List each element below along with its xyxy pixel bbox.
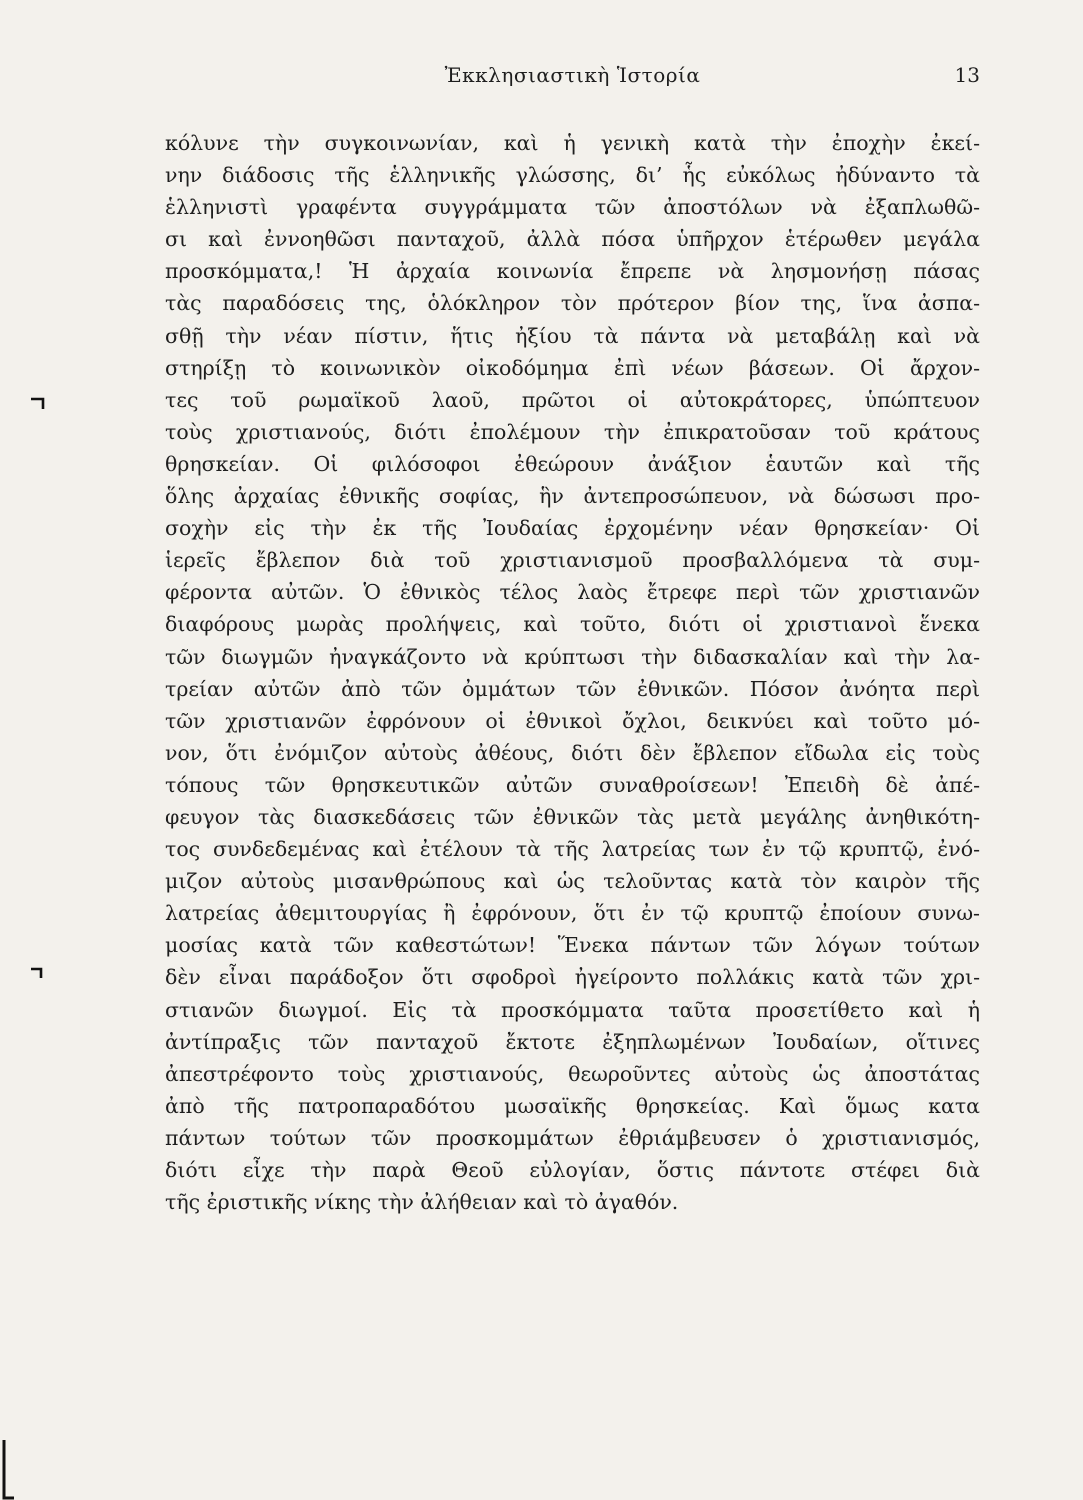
text-line: ἑλληνιστὶ γραφέντα συγγράμματα τῶν ἀποστόλων νὰ ἐξαπλωθῶ-	[165, 195, 980, 220]
text-line: ἀπὸ τῆς πατροπαραδότου μωσαϊκῆς θρησκείας. Καὶ ὅμως κατα	[165, 1093, 980, 1118]
text-line: ὅλης ἀρχαίας ἐθνικῆς σοφίας, ἣν ἀντεπροσώπευον, νὰ δώσωσι προ-	[165, 484, 980, 509]
text-line: πάντων τούτων τῶν προσκομμάτων ἐθριάμβευσεν ὁ χριστιανισμός,	[165, 1125, 980, 1150]
text-line: προσκόμματα,! Ἡ ἀρχαία κοινωνία ἔπρεπε νὰ λησμονήσῃ πάσας	[165, 259, 980, 284]
running-title: Ἐκκλησιαστικὴ Ἱστορία	[444, 63, 701, 87]
text-line-last: τῆς ἐριστικῆς νίκης τὴν ἀλήθειαν καὶ τὸ ἀγαθόν.	[165, 1190, 679, 1215]
text-line: ἀντίπραξις τῶν πανταχοῦ ἔκτοτε ἐξηπλωμένων Ἰουδαίων, οἵτινες	[165, 1029, 980, 1054]
text-line: λατρείας ἀθεμιτουργίας ἢ ἐφρόνουν, ὅτι ἐν τῷ κρυπτῷ ἐποίουν συνω-	[165, 901, 980, 926]
text-line: τοὺς χριστιανούς, διότι ἐπολέμουν τὴν ἐπικρατοῦσαν τοῦ κράτους	[165, 419, 980, 444]
page-header	[165, 63, 980, 93]
text-line: θρησκείαν. Οἱ φιλόσοφοι ἐθεώρουν ἀνάξιον ἑαυτῶν καὶ τῆς	[165, 451, 980, 476]
corner-mark-icon	[0, 1440, 14, 1500]
text-line: φέροντα αὐτῶν. Ὁ ἐθνικὸς τέλος λαὸς ἔτρεφε περὶ τῶν χριστιανῶν	[165, 580, 980, 605]
text-line: στιανῶν διωγμοί. Εἰς τὰ προσκόμματα ταῦτα προσετίθετο καὶ ἡ	[165, 997, 980, 1022]
text-line: σθῇ τὴν νέαν πίστιν, ἥτις ἠξίου τὰ πάντα νὰ μεταβάλῃ καὶ νὰ	[165, 323, 980, 348]
text-line: σοχὴν εἰς τὴν ἐκ τῆς Ἰουδαίας ἐρχομένην νέαν θρησκείαν· Οἱ	[165, 516, 980, 541]
text-line: διαφόρους μωρὰς προλήψεις, καὶ τοῦτο, διότι οἱ χριστιανοὶ ἕνεκα	[165, 612, 980, 637]
text-line: τῶν χριστιανῶν ἐφρόνουν οἱ ἐθνικοὶ ὄχλοι, δεικνύει καὶ τοῦτο μό-	[165, 708, 980, 733]
margin-mark-icon	[30, 966, 50, 980]
text-line: νην διάδοσις τῆς ἑλληνικῆς γλώσσης, δι’ ἧς εὐκόλως ἠδύναντο τὰ	[165, 163, 980, 188]
text-line: τῶν διωγμῶν ἠναγκάζοντο νὰ κρύπτωσι τὴν διδασκαλίαν καὶ τὴν λα-	[165, 644, 980, 669]
text-line: τόπους τῶν θρησκευτικῶν αὐτῶν συναθροίσεων! Ἐπειδὴ δὲ ἀπέ-	[165, 772, 980, 797]
text-line: διότι εἶχε τὴν παρὰ Θεοῦ εὐλογίαν, ὅστις πάντοτε στέφει διὰ	[165, 1158, 980, 1182]
text-line: σι καὶ ἐννοηθῶσι πανταχοῦ, ἀλλὰ πόσα ὑπῆρχον ἑτέρωθεν μεγάλα	[165, 227, 980, 252]
text-line: ἀπεστρέφοντο τοὺς χριστιανούς, θεωροῦντες αὐτοὺς ὡς ἀποστάτας	[165, 1061, 980, 1086]
text-line: μοσίας κατὰ τῶν καθεστώτων! Ἕνεκα πάντων τῶν λόγων τούτων	[165, 933, 980, 958]
text-line: ἱερεῖς ἔβλεπον διὰ τοῦ χριστιανισμοῦ προσβαλλόμενα τὰ συμ-	[165, 548, 980, 573]
body-text	[165, 127, 980, 1218]
text-line: φευγον τὰς διασκεδάσεις τῶν ἐθνικῶν τὰς μετὰ μεγάλης ἀνηθικότη-	[165, 804, 980, 829]
text-line: τρείαν αὐτῶν ἀπὸ τῶν ὀμμάτων τῶν ἐθνικῶν. Πόσον ἀνόητα περὶ	[165, 676, 980, 701]
page-number: 13	[954, 63, 980, 87]
text-line: δὲν εἶναι παράδοξον ὅτι σφοδροὶ ἠγείροντο πολλάκις κατὰ τῶν χρι-	[165, 965, 980, 990]
text-line: μιζον αὐτοὺς μισανθρώπους καὶ ὡς τελοῦντας κατὰ τὸν καιρὸν τῆς	[165, 869, 980, 894]
text-line: τὰς παραδόσεις της, ὁλόκληρον τὸν πρότερον βίον της, ἵνα ἀσπα-	[165, 291, 980, 316]
text-line: νον, ὅτι ἐνόμιζον αὐτοὺς ἀθέους, διότι δὲν ἔβλεπον εἴδωλα εἰς τοὺς	[165, 740, 980, 765]
margin-mark-icon	[30, 396, 50, 410]
text-line: στηρίξῃ τὸ κοινωνικὸν οἰκοδόμημα ἐπὶ νέων βάσεων. Οἱ ἄρχον-	[165, 355, 980, 380]
text-line: κόλυνε τὴν συγκοινωνίαν, καὶ ἡ γενικὴ κατὰ τὴν ἐποχὴν ἐκεί-	[165, 131, 980, 155]
text-line: τος συνδεδεμένας καὶ ἐτέλουν τὰ τῆς λατρείας των ἐν τῷ κρυπτῷ, ἐνό-	[165, 837, 980, 862]
text-line: τες τοῦ ρωμαϊκοῦ λαοῦ, πρῶτοι οἱ αὐτοκράτορες, ὑπώπτευον	[165, 387, 980, 412]
